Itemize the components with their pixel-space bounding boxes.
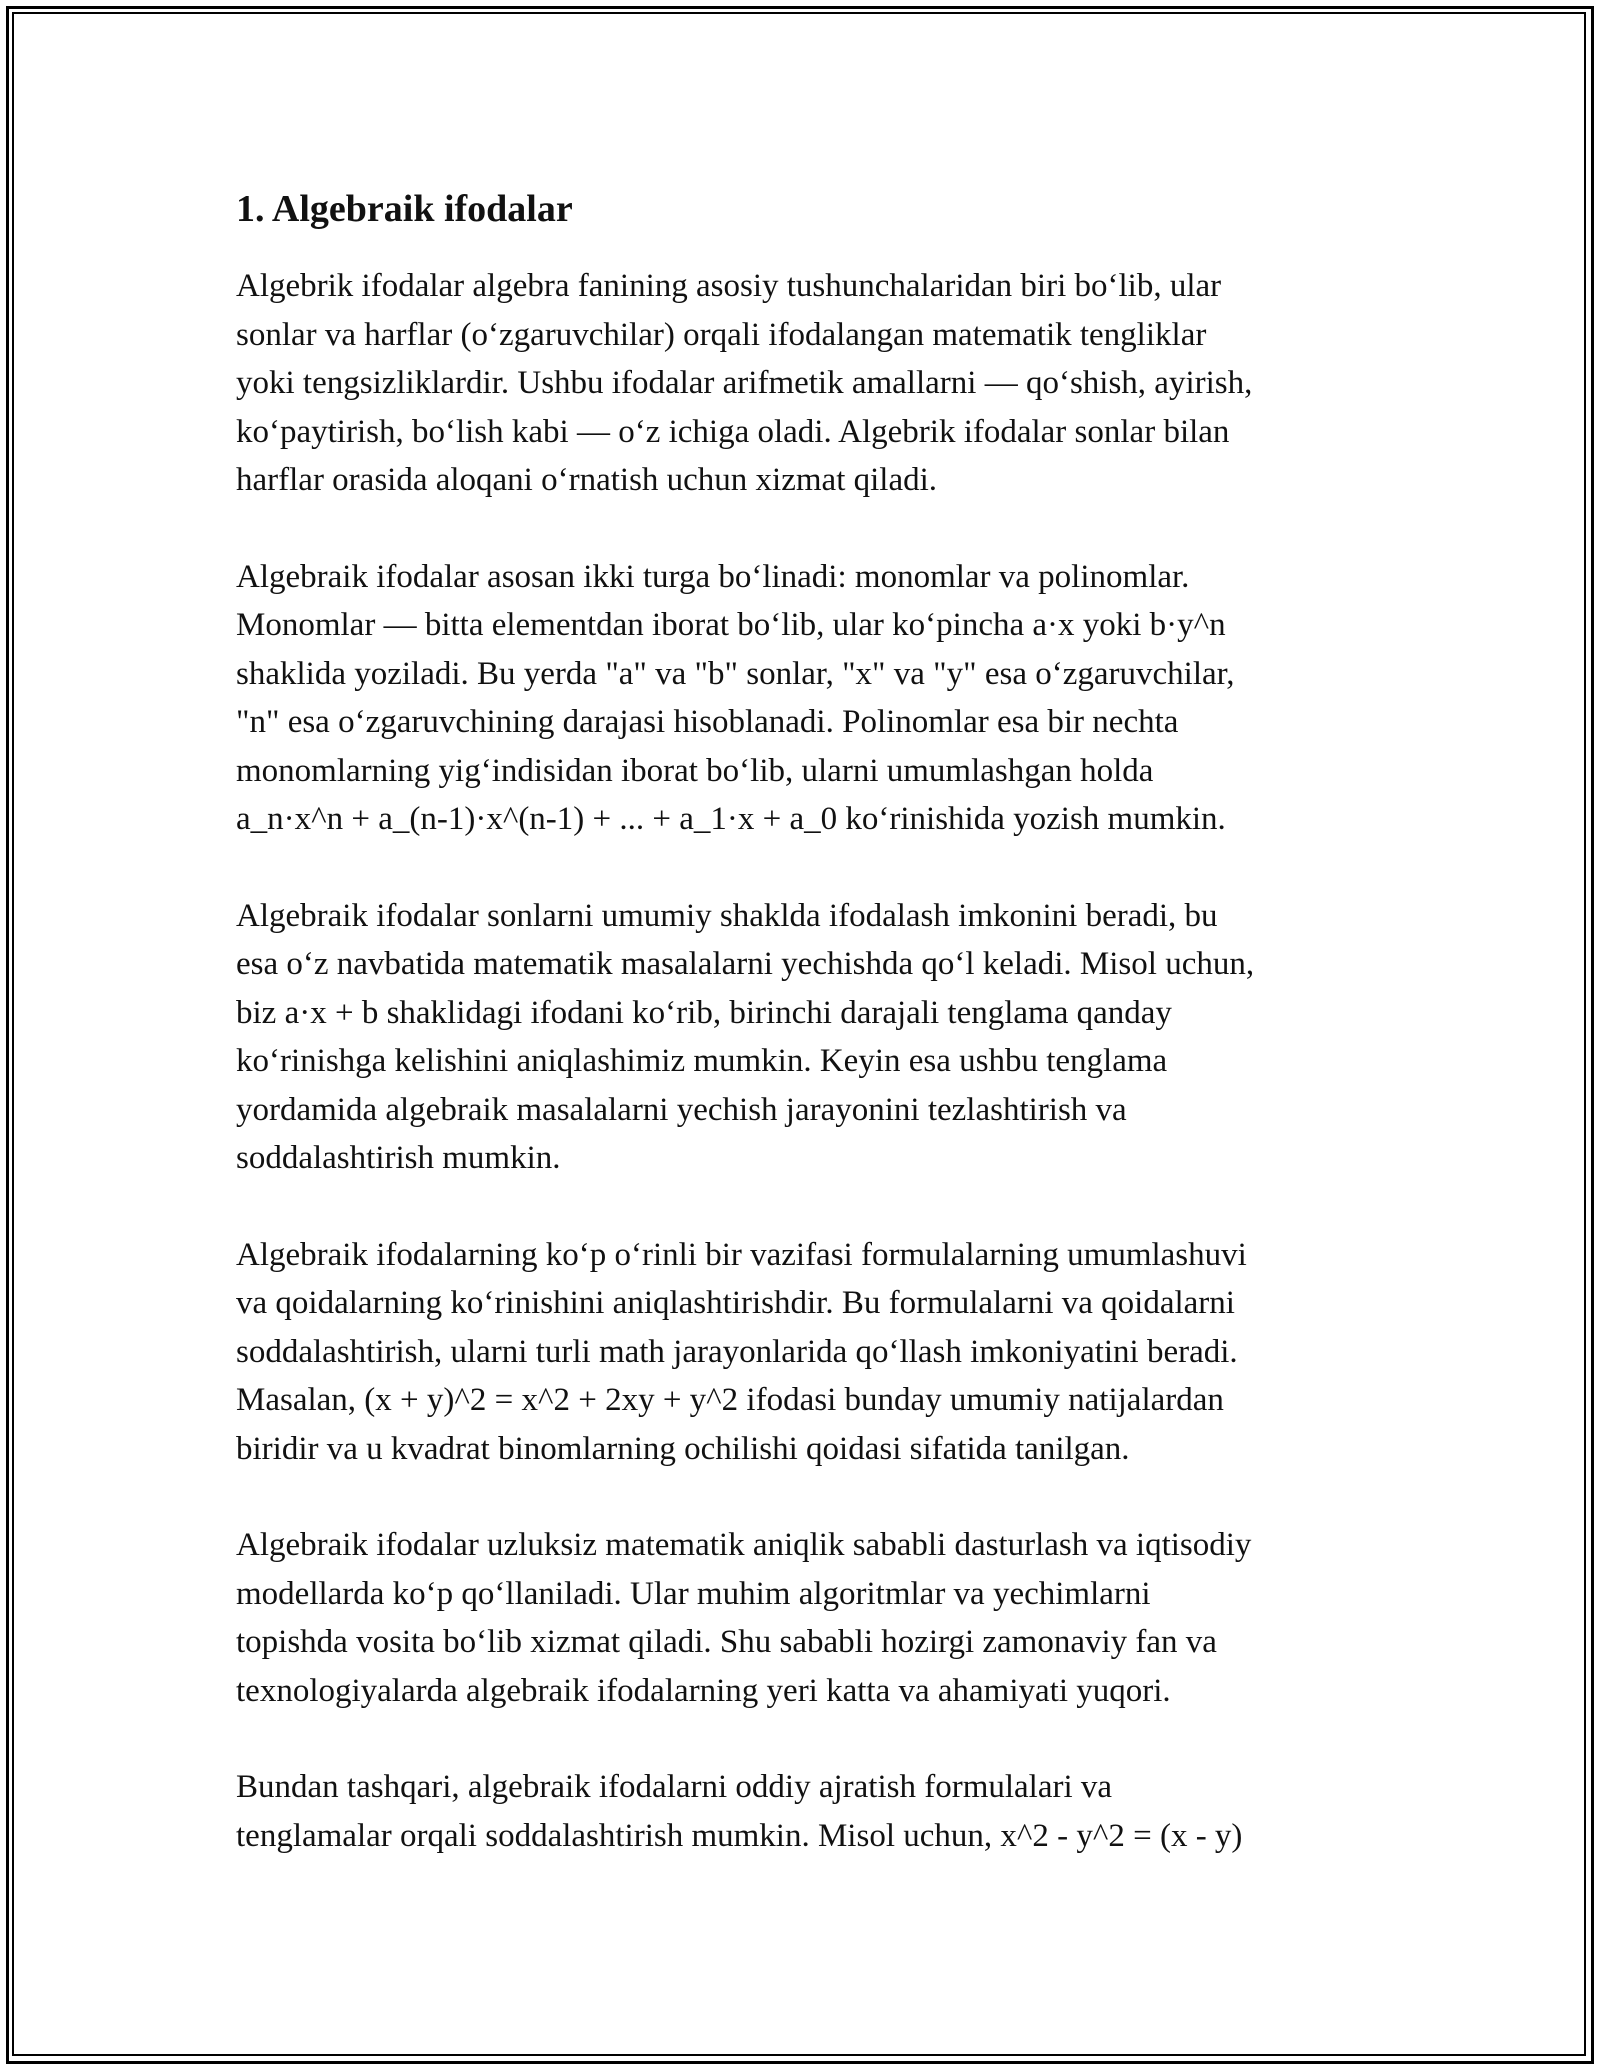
paragraph-6: Bundan tashqari, algebraik ifodalarni oddiy ajratish formulalari va tenglamalar orqali soddalashtirish mumkin. Misol uchun, x^2 - y^2 = (x - y) (236, 1769, 1243, 1854)
document-body (236, 186, 1371, 1908)
paragraph-5: Algebraik ifodalar uzluksiz matematik aniqlik sababli dasturlash va iqtisodiy modellarda ko‘p qo‘llaniladi. Ular muhim algoritmlar va yechimlarni topishda vosita bo‘lib xizmat qiladi. Shu sababli hozirgi zamonaviy fan va texnologiyalarda algebraik ifodalarning yeri katta va ahamiyati yuqori. (236, 1527, 1252, 1709)
paragraph-3: Algebraik ifodalar sonlarni umumiy shaklda ifodalash imkonini beradi, bu esa o‘z navbatida matematik masalalarni yechishda qo‘l keladi. Misol uchun, biz a·x + b shaklidagi ifodani ko‘rib, birinchi darajali tenglama qanday ko‘rinishga kelishini aniqlashimiz mumkin. Keyin esa ushbu tenglama yordamida algebraik masalalarni yechish jarayonini tezlashtirish va soddalashtirish mumkin. (236, 897, 1255, 1176)
section-heading: 1. Algebraik ifodalar (236, 188, 573, 230)
paragraph-4: Algebraik ifodalarning ko‘p o‘rinli bir vazifasi formulalarning umumlashuvi va qoidalarning ko‘rinishini aniqlashtirishdir. Bu formulalarni va qoidalarni soddalashtirish, ularni turli math jarayonlarida qo‘llash imkoniyatini beradi. Masalan, (x + y)^2 = x^2 + 2xy + y^2 ifodasi bunday umumiy natijalardan biridir va u kvadrat binomlarning ochilishi qoidasi sifatida tanilgan. (236, 1236, 1247, 1467)
paragraph-1: Algebrik ifodalar algebra fanining asosiy tushunchalaridan biri bo‘lib, ular sonlar va harflar (o‘zgaruvchilar) orqali ifodalangan matematik tengliklar yoki tengsizliklardir. Ushbu ifodalar arifmetik amallarni — qo‘shish, ayirish, ko‘paytirish, bo‘lish kabi — o‘z ichiga oladi. Algebrik ifodalar sonlar bilan harflar orasida aloqani o‘rnatish uchun xizmat qiladi. (236, 268, 1253, 498)
paragraph-2: Algebraik ifodalar asosan ikki turga bo‘linadi: monomlar va polinomlar. Monomlar — bitta elementdan iborat bo‘lib, ular ko‘pincha a·x yoki b·y^n shaklida yoziladi. Bu yerda "a" va "b" sonlar, "x" va "y" esa o‘zgaruvchilar, "n" esa o‘zgaruvchining darajasi hisoblanadi. Polinomlar esa bir nechta monomlarning yig‘indisidan iborat bo‘lib, ularni umumlashgan holda a_n·x^n + a_(n-1)·x^(n-1) + ... + a_1·x + a_0 ko‘rinishida yozish mumkin. (236, 558, 1235, 837)
